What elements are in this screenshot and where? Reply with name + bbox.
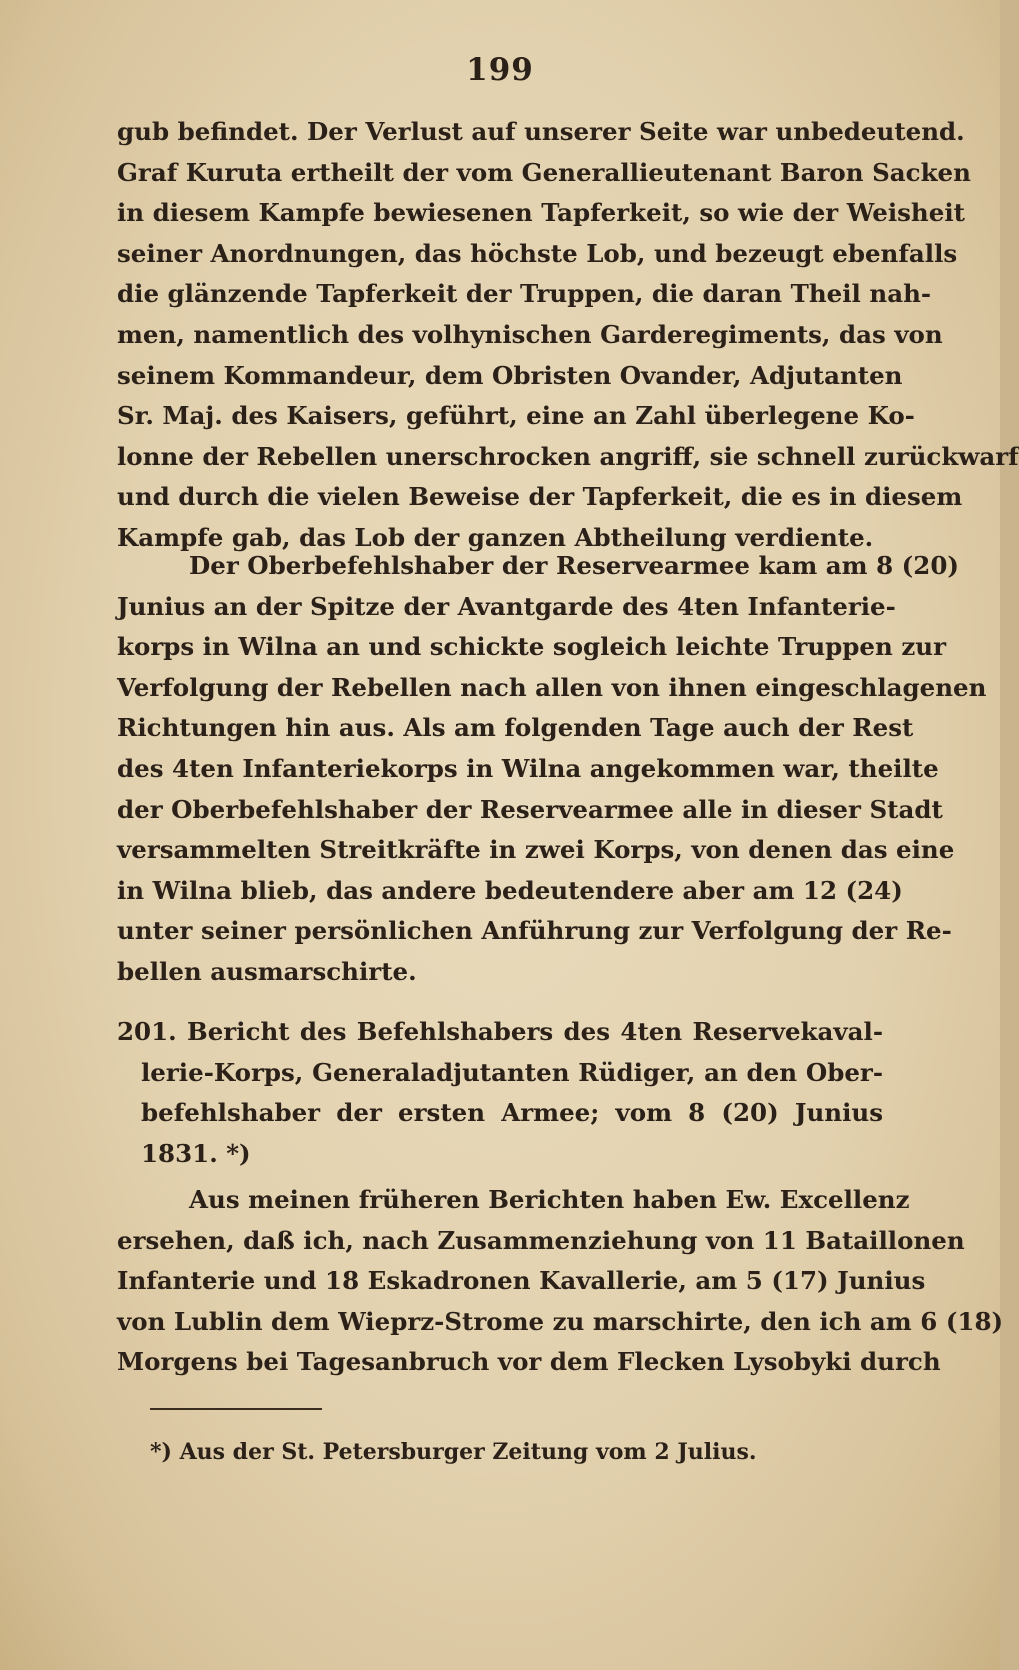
paragraph-continued-report: [117, 112, 1019, 559]
text-line: Morgens bei Tagesanbruch vor dem Flecken Lysobyki durch: [117, 1347, 941, 1377]
heading-line: 1831. *): [141, 1138, 251, 1168]
text-line: ersehen, daß ich, nach Zusammenziehung von 11 Bataillonen: [117, 1225, 965, 1255]
text-line: korps in Wilna an und schickte sogleich leichte Truppen zur: [117, 632, 946, 662]
text-line: in Wilna blieb, das andere bedeutendere aber am 12 (24): [117, 875, 903, 905]
text-line: Junius an der Spitze der Avantgarde des 4ten Infanterie-: [117, 591, 896, 621]
paragraph-reserve-army: [117, 546, 987, 993]
heading-line: 201. Bericht des Befehlshabers des 4ten Reservekaval-: [117, 1017, 883, 1046]
heading-line: lerie-Korps, Generaladjutanten Rüdiger, an den Ober-: [141, 1057, 883, 1087]
text-line: des 4ten Infanteriekorps in Wilna angekommen war, theilte: [117, 753, 939, 783]
section-heading: [117, 1012, 883, 1174]
text-line: Sr. Maj. des Kaisers, geführt, eine an Zahl überlegene Ko-: [117, 401, 915, 431]
text-line: und durch die vielen Beweise der Tapferkeit, die es in diesem: [117, 482, 963, 512]
text-line: die glänzende Tapferkeit der Truppen, die daran Theil nah-: [117, 279, 932, 309]
text-line: Aus meinen früheren Berichten haben Ew. Excellenz: [189, 1185, 910, 1214]
text-line: Graf Kuruta ertheilt der vom Generallieutenant Baron Sacken: [117, 157, 971, 187]
text-line: von Lublin dem Wieprz-Strome zu marschirte, den ich am 6 (18): [117, 1306, 1004, 1336]
text-line: Infanterie und 18 Eskadronen Kavallerie, am 5 (17) Junius: [117, 1266, 926, 1296]
text-line: in diesem Kampfe bewiesenen Tapferkeit, so wie der Weisheit: [117, 198, 965, 228]
footnote: *) Aus der St. Petersburger Zeitung vom 2 Julius.: [150, 1439, 757, 1465]
text-line: Der Oberbefehlshaber der Reservearmee kam am 8 (20): [189, 551, 959, 580]
paragraph-report-text: [117, 1180, 1004, 1383]
text-line: der Oberbefehlshaber der Reservearmee alle in dieser Stadt: [117, 794, 943, 824]
text-line: Richtungen hin aus. Als am folgenden Tage auch der Rest: [117, 713, 914, 743]
text-line: Verfolgung der Rebellen nach allen von ihnen eingeschlagenen: [117, 672, 987, 702]
text-line: bellen ausmarschirte.: [117, 956, 417, 986]
text-line: seinem Kommandeur, dem Obristen Ovander, Adjutanten: [117, 360, 903, 390]
text-line: versammelten Streitkräfte in zwei Korps, von denen das eine: [117, 835, 955, 865]
text-line: Kampfe gab, das Lob der ganzen Abtheilung verdiente.: [117, 522, 874, 552]
text-line: lonne der Rebellen unerschrocken angriff, sie schnell zurückwarf: [117, 441, 1019, 471]
text-line: unter seiner persönlichen Anführung zur Verfolgung der Re-: [117, 916, 952, 946]
text-line: men, namentlich des volhynischen Garderegiments, das von: [117, 319, 943, 349]
text-line: seiner Anordnungen, das höchste Lob, und bezeugt ebenfalls: [117, 238, 958, 268]
heading-line: befehlshaber der ersten Armee; vom 8 (20) Junius: [141, 1098, 883, 1128]
page-number: 199: [466, 52, 534, 88]
text-line: gub befindet. Der Verlust auf unserer Seite war unbedeutend.: [117, 117, 965, 146]
footnote-divider: [150, 1408, 322, 1410]
